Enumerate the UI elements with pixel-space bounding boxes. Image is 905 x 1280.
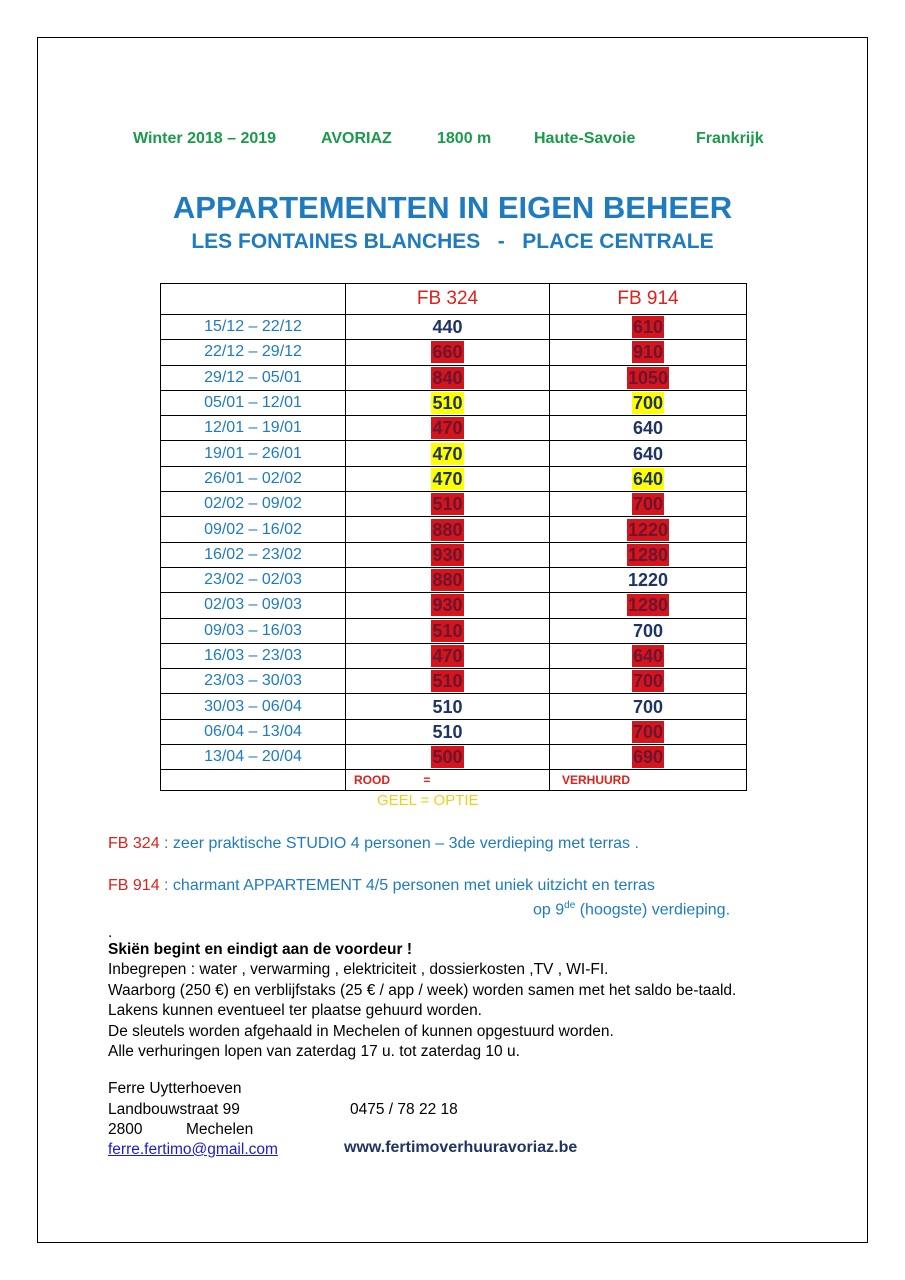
fb324-description <box>108 835 639 853</box>
fb324-price: 470 <box>432 468 463 489</box>
period-cell: 26/01 – 02/02 <box>161 466 346 491</box>
period-cell: 06/04 – 13/04 <box>161 719 346 744</box>
period-cell: 23/03 – 30/03 <box>161 669 346 694</box>
fb324-price-cell <box>346 466 550 491</box>
table-row <box>161 365 747 390</box>
fb914-line2-pre: op 9 <box>533 901 565 919</box>
fb914-price-cell <box>550 567 747 592</box>
table-row <box>161 441 747 466</box>
table-row <box>161 643 747 668</box>
fb324-price: 840 <box>432 367 463 388</box>
page-subtitle: LES FONTAINES BLANCHES - PLACE CENTRALE <box>191 230 714 253</box>
legend-row <box>161 770 747 791</box>
fb914-price-cell <box>550 517 747 542</box>
fb324-price: 510 <box>432 393 463 414</box>
fb324-price-cell <box>346 416 550 441</box>
period-cell: 19/01 – 26/01 <box>161 441 346 466</box>
table-row <box>161 669 747 694</box>
contact-street: Landbouwstraat 99 <box>108 1101 240 1118</box>
table-row <box>161 567 747 592</box>
table-row <box>161 719 747 744</box>
table-row <box>161 745 747 770</box>
resort: AVORIAZ <box>321 130 392 147</box>
contact-phone: 0475 / 78 22 18 <box>350 1101 458 1118</box>
sheets-text: Lakens kunnen eventueel ter plaatse gehuurd worden. <box>108 1002 482 1020</box>
fb324-price-cell <box>346 669 550 694</box>
table-row <box>161 618 747 643</box>
fb324-price: 510 <box>432 671 463 692</box>
fb914-price-cell <box>550 365 747 390</box>
table-row <box>161 694 747 719</box>
fb914-price: 640 <box>632 418 664 439</box>
period-cell: 09/03 – 16/03 <box>161 618 346 643</box>
table-row <box>161 466 747 491</box>
period-cell: 13/04 – 20/04 <box>161 745 346 770</box>
fb914-price: 1280 <box>627 595 669 616</box>
table-row <box>161 492 747 517</box>
fb914-line2-sup: de <box>564 900 576 911</box>
fb914-price: 700 <box>632 721 664 742</box>
table-header-row <box>161 284 747 315</box>
fb324-price-cell <box>346 340 550 365</box>
table-row <box>161 416 747 441</box>
fb324-price-cell <box>346 542 550 567</box>
period-cell: 02/02 – 09/02 <box>161 492 346 517</box>
page-title: APPARTEMENTEN IN EIGEN BEHEER <box>172 190 733 225</box>
fb914-price: 610 <box>632 317 664 338</box>
period-cell: 12/01 – 19/01 <box>161 416 346 441</box>
fb324-price: 880 <box>432 570 463 591</box>
table-row <box>161 593 747 618</box>
contact-postcode: 2800 <box>108 1121 143 1138</box>
fb914-text: : charmant APPARTEMENT 4/5 personen met uniek uitzicht en terras <box>159 877 655 894</box>
fb324-price-cell <box>346 593 550 618</box>
fb914-code: FB 914 <box>108 877 160 894</box>
fb324-price: 930 <box>432 595 463 616</box>
header-line <box>0 130 905 150</box>
website-link[interactable]: www.fertimoverhuuravoriaz.be <box>344 1139 578 1156</box>
season: Winter 2018 – 2019 <box>133 130 277 147</box>
fb324-price-cell <box>346 719 550 744</box>
fb324-price: 660 <box>432 342 463 363</box>
fb914-price: 690 <box>632 747 664 768</box>
header-cell-empty <box>161 284 346 315</box>
fb914-price-cell <box>550 416 747 441</box>
fb324-price: 510 <box>432 620 463 641</box>
fb324-price-cell <box>346 567 550 592</box>
region: Haute-Savoie <box>534 130 636 147</box>
fb914-price-cell <box>550 745 747 770</box>
fb914-line2-post: (hoogste) verdieping. <box>575 901 731 919</box>
table-row <box>161 315 747 340</box>
fb324-price-cell <box>346 643 550 668</box>
fb914-price-cell <box>550 593 747 618</box>
period-cell: 23/02 – 02/03 <box>161 567 346 592</box>
rental-times-text: Alle verhuringen lopen van zaterdag 17 u. tot zaterdag 10 u. <box>108 1043 520 1061</box>
table-row <box>161 517 747 542</box>
period-cell: 09/02 – 16/02 <box>161 517 346 542</box>
fb914-price-cell <box>550 618 747 643</box>
fb914-price: 640 <box>632 468 664 489</box>
fb324-price-cell <box>346 492 550 517</box>
period-cell: 16/02 – 23/02 <box>161 542 346 567</box>
fb324-price: 510 <box>432 494 463 515</box>
fb914-description-line2 <box>533 900 730 919</box>
period-cell: 16/03 – 23/03 <box>161 643 346 668</box>
keys-text: De sleutels worden afgehaald in Mechelen of kunnen opgestuurd worden. <box>108 1022 614 1040</box>
fb324-price: 930 <box>432 544 463 565</box>
fb324-code: FB 324 <box>108 835 160 852</box>
fb324-price-cell <box>346 618 550 643</box>
fb914-price: 1050 <box>627 367 669 388</box>
fb324-price: 440 <box>432 317 463 338</box>
fb914-price-cell <box>550 466 747 491</box>
fb324-price-cell <box>346 315 550 340</box>
fb324-price-cell <box>346 694 550 719</box>
included-text: Inbegrepen : water , verwarming , elektriciteit , dossierkosten ,TV , WI-FI. <box>108 961 609 979</box>
email-link[interactable]: ferre.fertimo@gmail.com <box>108 1141 278 1158</box>
slogan: Skiën begint en eindigt aan de voordeur ! <box>108 941 413 958</box>
fb914-price: 700 <box>632 393 664 414</box>
legend-rood: ROOD = <box>346 770 550 791</box>
fb914-price: 700 <box>632 494 664 515</box>
fb324-price: 470 <box>432 646 463 666</box>
period-cell: 15/12 – 22/12 <box>161 315 346 340</box>
fb914-price: 640 <box>632 646 664 666</box>
info-dot: . <box>108 924 113 941</box>
price-table <box>160 283 747 791</box>
fb914-price: 1220 <box>627 519 669 540</box>
header-cell-fb914: FB 914 <box>550 284 747 315</box>
fb324-price-cell <box>346 441 550 466</box>
option-legend: GEEL = OPTIE <box>377 792 479 809</box>
fb914-price-cell <box>550 340 747 365</box>
fb324-price: 470 <box>432 443 463 464</box>
fb914-description <box>108 877 655 895</box>
deposit-text: Waarborg (250 €) en verblijfstaks (25 € / app / week) worden samen met het saldo be-taald. <box>108 981 737 999</box>
legend-empty-cell <box>161 770 346 791</box>
fb914-price: 700 <box>632 620 664 641</box>
fb914-price-cell <box>550 441 747 466</box>
fb324-price: 510 <box>432 696 463 717</box>
fb914-price-cell <box>550 719 747 744</box>
fb914-price: 1280 <box>627 544 669 565</box>
fb914-price: 1220 <box>627 570 669 591</box>
fb324-price-cell <box>346 517 550 542</box>
period-cell: 29/12 – 05/01 <box>161 365 346 390</box>
period-cell: 02/03 – 09/03 <box>161 593 346 618</box>
header-cell-fb324: FB 324 <box>346 284 550 315</box>
fb914-price-cell <box>550 694 747 719</box>
table-row <box>161 542 747 567</box>
fb324-price: 510 <box>432 721 463 742</box>
fb324-price: 500 <box>432 747 463 768</box>
fb914-price: 700 <box>632 696 664 717</box>
info-block <box>108 926 788 1062</box>
fb914-price-cell <box>550 390 747 415</box>
fb324-text: : zeer praktische STUDIO 4 personen – 3de verdieping met terras . <box>159 835 639 852</box>
country: Frankrijk <box>696 130 764 147</box>
table-row <box>161 340 747 365</box>
fb324-price-cell <box>346 365 550 390</box>
period-cell: 22/12 – 29/12 <box>161 340 346 365</box>
fb324-price: 880 <box>432 519 463 540</box>
altitude: 1800 m <box>437 130 492 147</box>
fb914-price-cell <box>550 643 747 668</box>
period-cell: 05/01 – 12/01 <box>161 390 346 415</box>
fb324-price: 470 <box>432 418 463 439</box>
contact-name: Ferre Uytterhoeven <box>108 1080 242 1097</box>
legend-verhuurd: VERHUURD <box>550 770 747 791</box>
table-row <box>161 390 747 415</box>
fb914-price-cell <box>550 315 747 340</box>
fb914-price: 640 <box>632 443 664 464</box>
fb914-price-cell <box>550 492 747 517</box>
fb914-price: 700 <box>632 671 664 692</box>
fb914-price-cell <box>550 669 747 694</box>
fb324-price-cell <box>346 390 550 415</box>
fb914-price: 910 <box>632 342 664 363</box>
period-cell: 30/03 – 06/04 <box>161 694 346 719</box>
contact-city: Mechelen <box>186 1121 254 1138</box>
fb324-price-cell <box>346 745 550 770</box>
fb914-price-cell <box>550 542 747 567</box>
